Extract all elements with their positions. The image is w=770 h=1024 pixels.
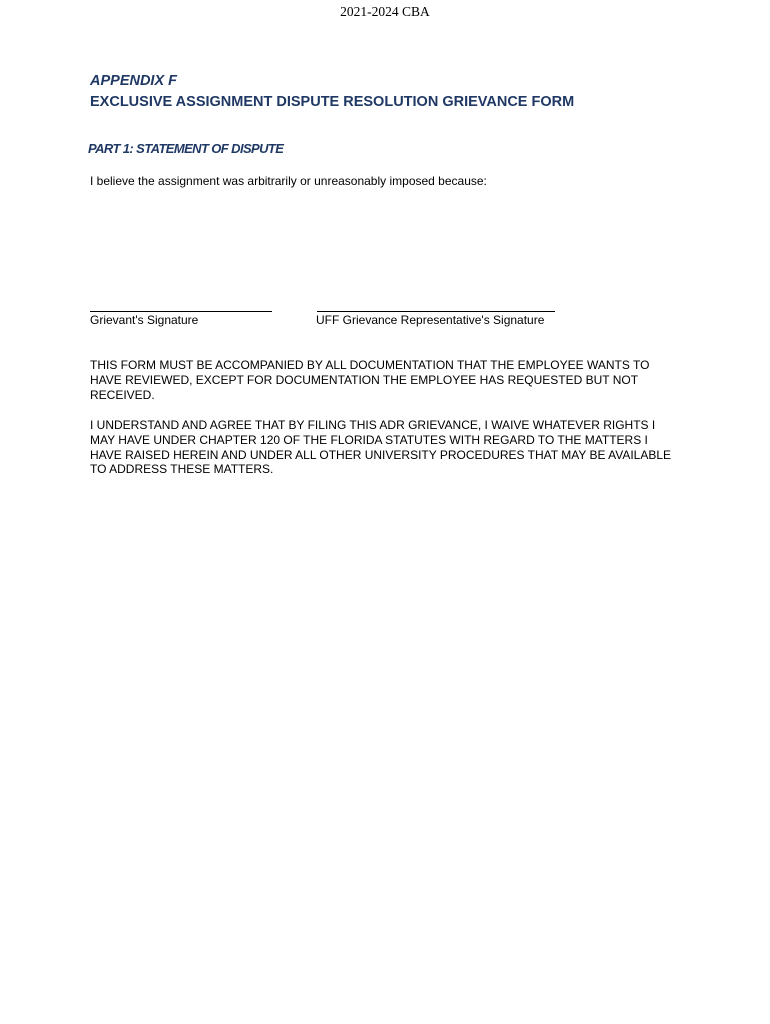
- part-1-heading: PART 1: STATEMENT OF DISPUTE: [88, 141, 284, 156]
- grievant-signature-label: Grievant's Signature: [90, 313, 199, 327]
- documentation-notice: THIS FORM MUST BE ACCOMPANIED BY ALL DOCUMENTATION THAT THE EMPLOYEE WANTS TO HAVE REVIEWED, EXCEPT FOR DOCUMENTATION THE EMPLOYEE HAS REQUESTED BUT NOT RECEIVED.: [90, 358, 650, 402]
- page-header: 2021-2024 CBA: [340, 4, 430, 19]
- dispute-statement-prompt: I believe the assignment was arbitrarily or unreasonably imposed because:: [90, 174, 487, 188]
- waiver-notice: I UNDERSTAND AND AGREE THAT BY FILING THIS ADR GRIEVANCE, I WAIVE WHATEVER RIGHTS I MAY HAVE UNDER CHAPTER 120 OF THE FLORIDA STATUTES WITH REGARD TO THE MATTERS I HAVE RAISED HEREIN AND UNDER ALL OTHER UNIVERSITY PROCEDURES THAT MAY BE AVAILABLE TO ADDRESS THESE MATTERS.: [90, 418, 672, 477]
- representative-signature-line[interactable]: [317, 311, 555, 312]
- appendix-label: APPENDIX F: [90, 73, 178, 89]
- form-title: EXCLUSIVE ASSIGNMENT DISPUTE RESOLUTION GRIEVANCE FORM: [90, 94, 575, 110]
- grievant-signature-line[interactable]: [90, 311, 272, 312]
- representative-signature-label: UFF Grievance Representative's Signature: [316, 313, 545, 327]
